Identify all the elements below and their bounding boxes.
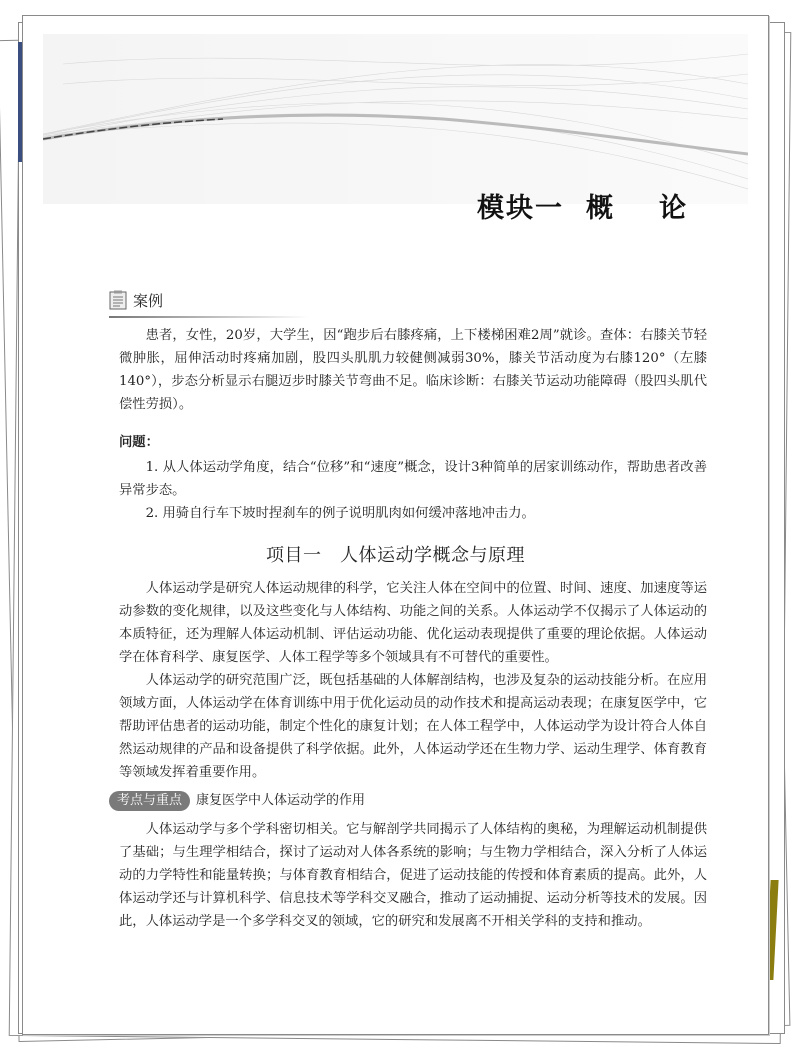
case-label: 案例 xyxy=(133,291,164,310)
question-item: 1. 从人体运动学角度，结合“位移”和“速度”概念，设计3种简单的居家训练动作，帮助患者改善异常步态。 xyxy=(119,460,707,498)
module-title-word1: 概 xyxy=(586,193,615,224)
paragraph: 人体运动学是研究人体运动规律的科学，它关注人体在空间中的位置、时间、速度、加速度等运动参数的变化规律，以及这些变化与人体结构、功能之间的关系。人体运动学不仅揭示了人体运动的本质特征，还为理解人体运动机制、评估运动功能、优化运动表现提供了重要的理论依据。人体运动学在体育科学、康复医学、人体工程学等多个领域具有不可替代的重要性。 xyxy=(119,581,707,665)
questions-heading: 问题： xyxy=(119,435,159,450)
question-item: 2. 用骑自行车下坡时捏刹车的例子说明肌肉如何缓冲落地冲击力。 xyxy=(145,506,535,521)
page-content xyxy=(109,288,707,933)
key-point xyxy=(109,790,707,812)
module-title-number: 模块一 xyxy=(477,193,564,224)
document-page xyxy=(22,15,769,1035)
closing-section xyxy=(119,818,707,933)
clipboard-icon xyxy=(109,290,127,310)
paragraph: 人体运动学的研究范围广泛，既包括基础的人体解剖结构，也涉及复杂的运动技能分析。在应用领域方面，人体运动学在体育训练中用于优化运动员的动作技术和提高运动表现；在康复医学中，它帮助评估患者的运动功能，制定个性化的康复计划；在人体工程学中，人体运动学为设计符合人体自然运动规律的产品和设备提供了科学依据。此外，人体运动学还在生物力学、运动生理学、体育教育等领域发挥着重要作用。 xyxy=(119,673,707,780)
key-point-text: 康复医学中人体运动学的作用 xyxy=(196,793,366,808)
section-title: 项目一 人体运动学概念与原理 xyxy=(266,545,525,566)
case-header xyxy=(109,288,707,312)
key-point-badge: 考点与重点 xyxy=(109,791,190,811)
intro-paragraphs xyxy=(119,577,707,784)
module-title-word2: 论 xyxy=(659,193,688,224)
case-text: 患者，女性，20岁，大学生，因“跑步后右膝疼痛，上下楼梯困难2周”就诊。查体：右膝关节轻微肿胀，屈伸活动时疼痛加剧，股四头肌肌力较健侧减弱30%，膝关节活动度为右膝120°（左膝140°），步态分析显示右腿迈步时膝关节弯曲不足。临床诊断：右膝关节运动功能障碍（股四头肌代偿性劳损）。 xyxy=(119,328,707,412)
case-body xyxy=(119,324,707,416)
module-title xyxy=(477,186,688,225)
paragraph: 人体运动学与多个学科密切相关。它与解剖学共同揭示了人体结构的奥秘，为理解运动机制提供了基础；与生理学相结合，探讨了运动对人体各系统的影响；与生物力学相结合，深入分析了人体运动的力学特性和能量转换；与体育教育相结合，促进了运动技能的传授和体育素质的提高。此外，人体运动学还与计算机科学、信息技术等学科交叉融合，推动了运动捕捉、运动分析等技术的发展。因此，人体运动学是一个多学科交叉的领域，它的研究和发展离不开相关学科的支持和推动。 xyxy=(119,822,707,929)
decorative-wave-header xyxy=(43,24,748,204)
questions-list xyxy=(119,456,707,525)
case-divider xyxy=(109,316,309,318)
